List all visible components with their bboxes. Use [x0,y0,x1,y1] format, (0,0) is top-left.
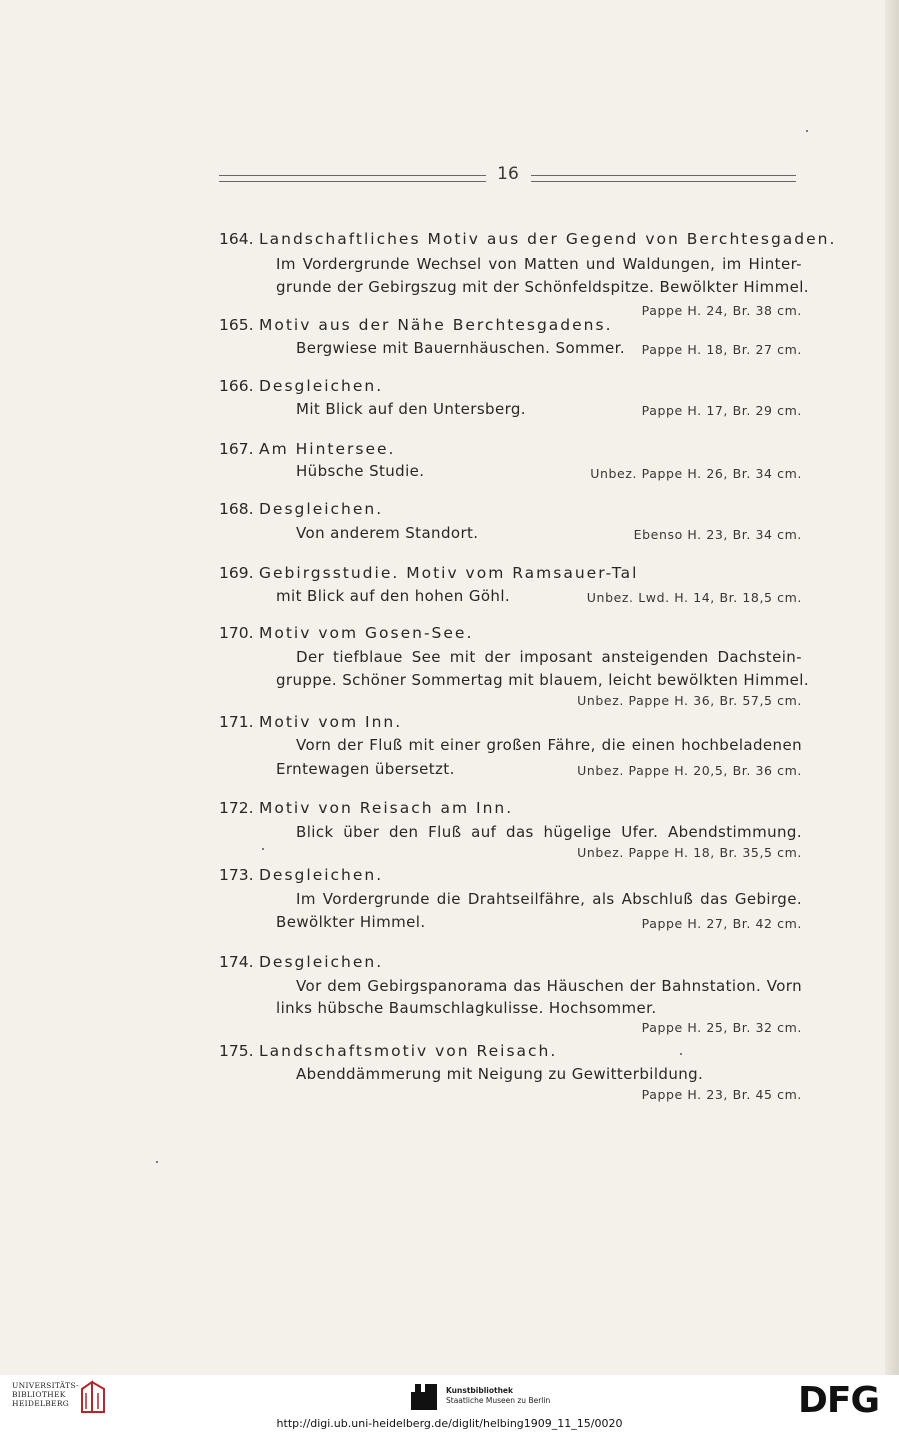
entry-number: 166. [219,377,254,395]
entry-title-line [219,866,383,884]
entry-description: Blick über den Fluß auf das hügelige Ufer. Abendstimmung. [296,823,802,841]
entry-description: Vorn der Fluß mit einer großen Fähre, die einen hochbeladenen [296,736,802,754]
entry-number: 164. [219,230,254,248]
entry-number: 174. [219,953,254,971]
scan-speck [806,130,808,132]
university-line: HEIDELBERG [12,1399,70,1408]
entry-measurements: Pappe H. 17, Br. 29 cm. [641,403,802,418]
entry-title-line [219,564,638,582]
entry-title: Motiv von Reisach am Inn. [259,799,514,817]
entry-measurements: Unbez. Pappe H. 20,5, Br. 36 cm. [577,763,802,778]
entry-title: Desgleichen. [259,953,384,971]
header-rule-left [219,175,486,182]
entry-title: Motiv vom Inn. [259,713,403,731]
entry-description: Im Vordergrunde die Drahtseilfähre, als Abschluß das Gebirge. [296,890,802,908]
entry-number: 171. [219,713,254,731]
entry-title-line [219,316,613,334]
entry-number: 172. [219,799,254,817]
entry-title: Landschaftliches Motiv aus der Gegend von Berchtesgaden. [259,230,837,248]
entry-description: Bergwiese mit Bauernhäuschen. Sommer. [296,339,626,357]
page-edge-shadow [885,0,899,1375]
entry-title-line [219,500,383,518]
scan-speck [680,1053,682,1055]
entry-description: Von anderem Standort. [296,524,479,542]
entry-description: Hübsche Studie. [296,462,425,480]
entry-title-line [219,230,836,248]
university-library-name [12,1381,79,1408]
entry-title: Am Hintersee. [259,440,396,458]
entry-title-line [219,1042,557,1060]
entry-title-line [219,624,473,642]
scan-speck [262,848,264,850]
entry-number: 167. [219,440,254,458]
entry-title-line [219,953,383,971]
entry-title-line [219,799,513,817]
source-url-link[interactable]: http://digi.ub.uni-heidelberg.de/diglit/helbing1909_11_15/0020 [276,1417,623,1430]
entry-number: 169. [219,564,254,582]
entry-measurements: Pappe H. 27, Br. 42 cm. [641,916,802,931]
entry-description: Vor dem Gebirgspanorama das Häuschen der Bahnstation. Vorn [296,977,802,995]
entry-description: Abenddämmerung mit Neigung zu Gewitterbildung. [296,1065,704,1083]
entry-measurements: Unbez. Pappe H. 26, Br. 34 cm. [590,466,802,481]
scan-speck [156,1161,158,1163]
entry-number: 173. [219,866,254,884]
kb-subtitle: Staatliche Museen zu Berlin [446,1396,551,1405]
kunstbibliothek-logo-icon [411,1384,437,1410]
entry-title-line [219,440,395,458]
entry-number: 168. [219,500,254,518]
page-number: 16 [497,164,519,184]
entry-measurements: Unbez. Pappe H. 18, Br. 35,5 cm. [577,845,802,860]
kb-title: Kunstbibliothek [446,1386,514,1395]
heidelberg-logo-icon [78,1379,108,1415]
entry-description: Der tiefblaue See mit der imposant ansteigenden Dachstein- [296,648,802,666]
entry-description: Mit Blick auf den Untersberg. [296,400,526,418]
entry-measurements: Unbez. Pappe H. 36, Br. 57,5 cm. [577,693,802,708]
university-line: UNIVERSITÄTS- [12,1381,79,1390]
entry-title: Landschaftsmotiv von Reisach. [259,1042,558,1060]
entry-measurements: Ebenso H. 23, Br. 34 cm. [633,527,802,542]
kunstbibliothek-name [446,1386,550,1406]
header-rule-right [531,175,796,182]
university-line: BIBLIOTHEK [12,1390,66,1399]
entry-title-line [219,377,383,395]
entry-title: Motiv aus der Nähe Berchtesgadens. [259,316,613,334]
entry-measurements: Pappe H. 18, Br. 27 cm. [641,342,802,357]
dfg-logo: DFG [798,1380,880,1421]
entry-title-line [219,713,402,731]
entry-description: grunde der Gebirgszug mit der Schönfeldspitze. Bewölkter Himmel. [276,278,809,296]
entry-description: Erntewagen übersetzt. [276,760,455,778]
entry-title: Desgleichen. [259,500,384,518]
entry-title: Gebirgsstudie. Motiv vom Ramsauer-Tal [259,564,639,582]
entry-title: Desgleichen. [259,866,384,884]
entry-title: Desgleichen. [259,377,384,395]
entry-number: 165. [219,316,254,334]
entry-description: links hübsche Baumschlagkulisse. Hochsommer. [276,999,657,1017]
entry-number: 170. [219,624,254,642]
entry-description: gruppe. Schöner Sommertag mit blauem, leicht bewölkten Himmel. [276,671,810,689]
entry-number: 175. [219,1042,254,1060]
entry-title: Motiv vom Gosen-See. [259,624,474,642]
entry-measurements: Unbez. Lwd. H. 14, Br. 18,5 cm. [586,590,802,605]
entry-measurements: Pappe H. 23, Br. 45 cm. [641,1087,802,1102]
entry-measurements: Pappe H. 25, Br. 32 cm. [641,1020,802,1035]
entry-measurements: Pappe H. 24, Br. 38 cm. [641,303,802,318]
entry-description: Im Vordergrunde Wechsel von Matten und Waldungen, im Hinter- [276,255,802,273]
entry-description: mit Blick auf den hohen Göhl. [276,587,511,605]
entry-description: Bewölkter Himmel. [276,913,426,931]
